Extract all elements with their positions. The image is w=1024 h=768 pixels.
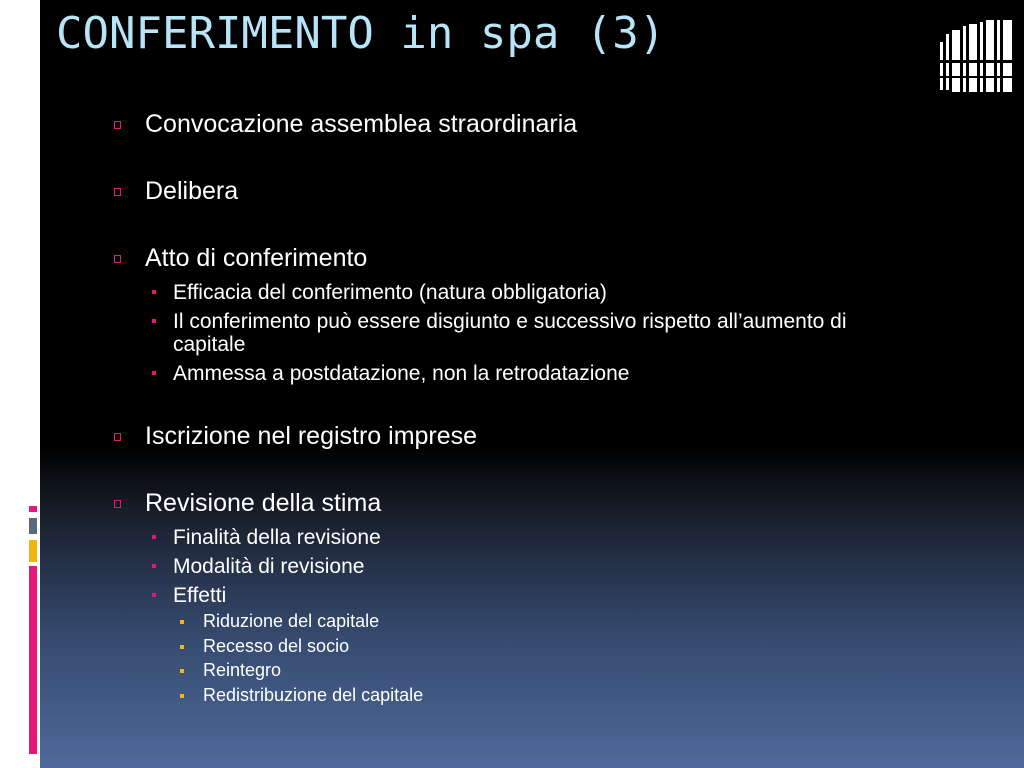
list-item: Ammessa a postdatazione, non la retrodatazione bbox=[173, 362, 630, 385]
bullet-dot-icon bbox=[180, 645, 184, 649]
bullet-dot-icon bbox=[180, 620, 184, 624]
list-item: Modalità di revisione bbox=[173, 555, 365, 578]
bullet-square-icon bbox=[114, 500, 121, 508]
list-item: Redistribuzione del capitale bbox=[203, 685, 424, 705]
bullet-dot-icon bbox=[152, 564, 156, 568]
list-item: Effetti bbox=[173, 584, 227, 607]
bullet-dot-icon bbox=[152, 593, 156, 597]
bullet-dot-icon bbox=[180, 669, 184, 673]
list-item: Recesso del socio bbox=[203, 636, 350, 656]
list-item: Efficacia del conferimento (natura obbligatoria) bbox=[173, 281, 607, 304]
bullet-dot-icon bbox=[180, 694, 184, 698]
accent-bar-pink bbox=[29, 566, 37, 754]
list-item: Revisione della stima bbox=[145, 489, 382, 517]
bullet-dot-icon bbox=[152, 319, 156, 323]
bullet-square-icon bbox=[114, 255, 121, 263]
accent-bar-gray bbox=[29, 518, 37, 534]
list-item: Reintegro bbox=[203, 660, 282, 680]
list-item: Convocazione assemblea straordinaria bbox=[145, 110, 578, 138]
bullet-square-icon bbox=[114, 188, 121, 196]
accent-bar-yellow bbox=[29, 540, 37, 562]
slide-title: CONFERIMENTO in spa (3) bbox=[56, 8, 666, 59]
bullet-dot-icon bbox=[152, 535, 156, 539]
bullet-square-icon bbox=[114, 433, 121, 441]
list-item: Il conferimento può essere disgiunto e successivo rispetto all’aumento di bbox=[173, 310, 847, 333]
window-pattern-icon bbox=[940, 20, 1012, 92]
list-item: Iscrizione nel registro imprese bbox=[145, 422, 478, 450]
accent-bar-pink-top bbox=[29, 506, 37, 512]
list-item: Riduzione del capitale bbox=[203, 611, 380, 631]
list-item: Finalità della revisione bbox=[173, 526, 381, 549]
bullet-square-icon bbox=[114, 121, 121, 129]
bullet-dot-icon bbox=[152, 290, 156, 294]
list-item: Atto di conferimento bbox=[145, 244, 368, 272]
bullet-dot-icon bbox=[152, 371, 156, 375]
list-item: Delibera bbox=[145, 177, 239, 205]
list-item-continuation: capitale bbox=[173, 333, 246, 356]
